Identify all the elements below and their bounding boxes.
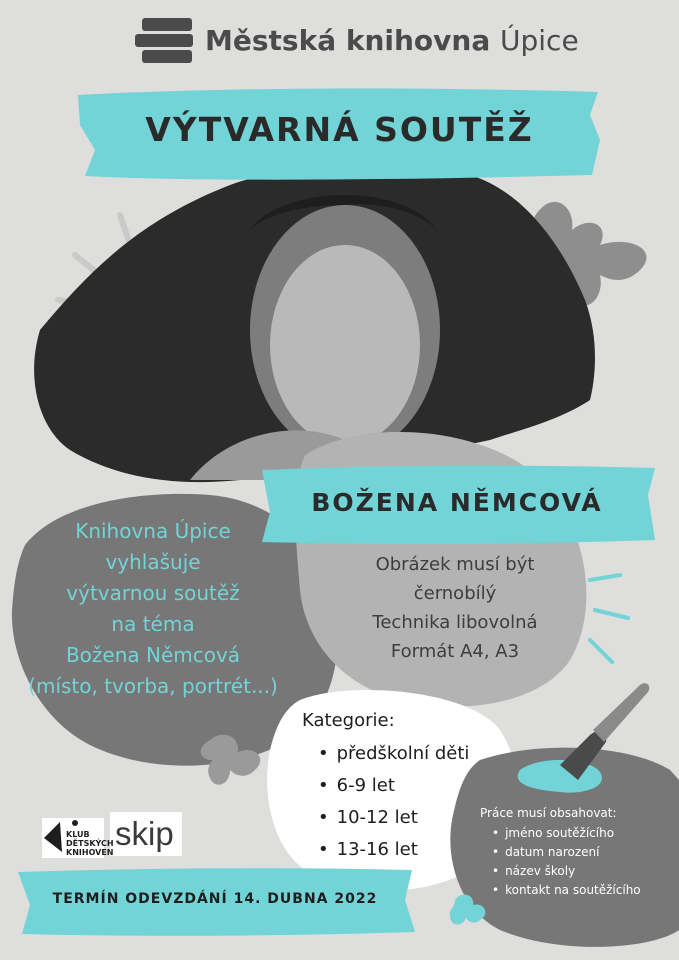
poster-title: VÝTVARNÁ SOUTĚŽ bbox=[145, 110, 534, 149]
library-logo-icon bbox=[135, 18, 193, 63]
category-item: • 13-16 let bbox=[318, 834, 469, 866]
must-contain-item: • název školy bbox=[492, 862, 641, 881]
announcement-line: (místo, tvorba, portrét...) bbox=[28, 674, 278, 698]
requirement-line: Obrázek musí být bbox=[375, 554, 535, 575]
must-contain-item: • kontakt na soutěžícího bbox=[492, 881, 641, 900]
library-name-bold: Městská knihovna bbox=[205, 24, 491, 57]
library-name-light: Úpice bbox=[500, 24, 579, 57]
must-contain-list bbox=[492, 824, 641, 900]
categories-list bbox=[318, 738, 469, 866]
must-contain-title: Práce musí obsahovat: bbox=[480, 806, 617, 820]
announcement-line: Knihovna Úpice bbox=[75, 519, 231, 543]
announcement-line: na téma bbox=[111, 612, 195, 636]
library-name bbox=[205, 24, 579, 57]
kdk-line: KNIHOVEN bbox=[66, 848, 114, 857]
announcement-line: Božena Němcová bbox=[65, 643, 241, 667]
requirement-line: Formát A4, A3 bbox=[390, 641, 520, 662]
kdk-line: KLUB bbox=[66, 830, 90, 839]
kdk-line: DĚTSKÝCH bbox=[66, 839, 114, 848]
must-contain-item: • jméno soutěžícího bbox=[492, 824, 641, 843]
skip-logo-text: skip bbox=[115, 815, 174, 852]
categories-title: Kategorie: bbox=[302, 710, 395, 731]
requirements-text bbox=[330, 550, 580, 666]
category-item: • 6-9 let bbox=[318, 770, 469, 802]
requirement-line: černobílý bbox=[413, 583, 497, 604]
announcement-line: výtvarnou soutěž bbox=[66, 581, 240, 605]
must-contain-item: • datum narození bbox=[492, 843, 641, 862]
category-item: • 10-12 let bbox=[318, 802, 469, 834]
portrait-face-light bbox=[270, 245, 420, 445]
teal-rays bbox=[590, 575, 628, 662]
kdk-logo-text bbox=[66, 830, 114, 857]
poster-subject: BOŽENA NĚMCOVÁ bbox=[311, 488, 603, 517]
announcement-line: vyhlašuje bbox=[105, 550, 201, 574]
requirement-line: Technika libovolná bbox=[372, 612, 538, 633]
category-item: • předškolní děti bbox=[318, 738, 469, 770]
deadline-text: TERMÍN ODEVZDÁNÍ 14. DUBNA 2022 bbox=[52, 891, 378, 907]
announcement-text bbox=[18, 516, 288, 702]
